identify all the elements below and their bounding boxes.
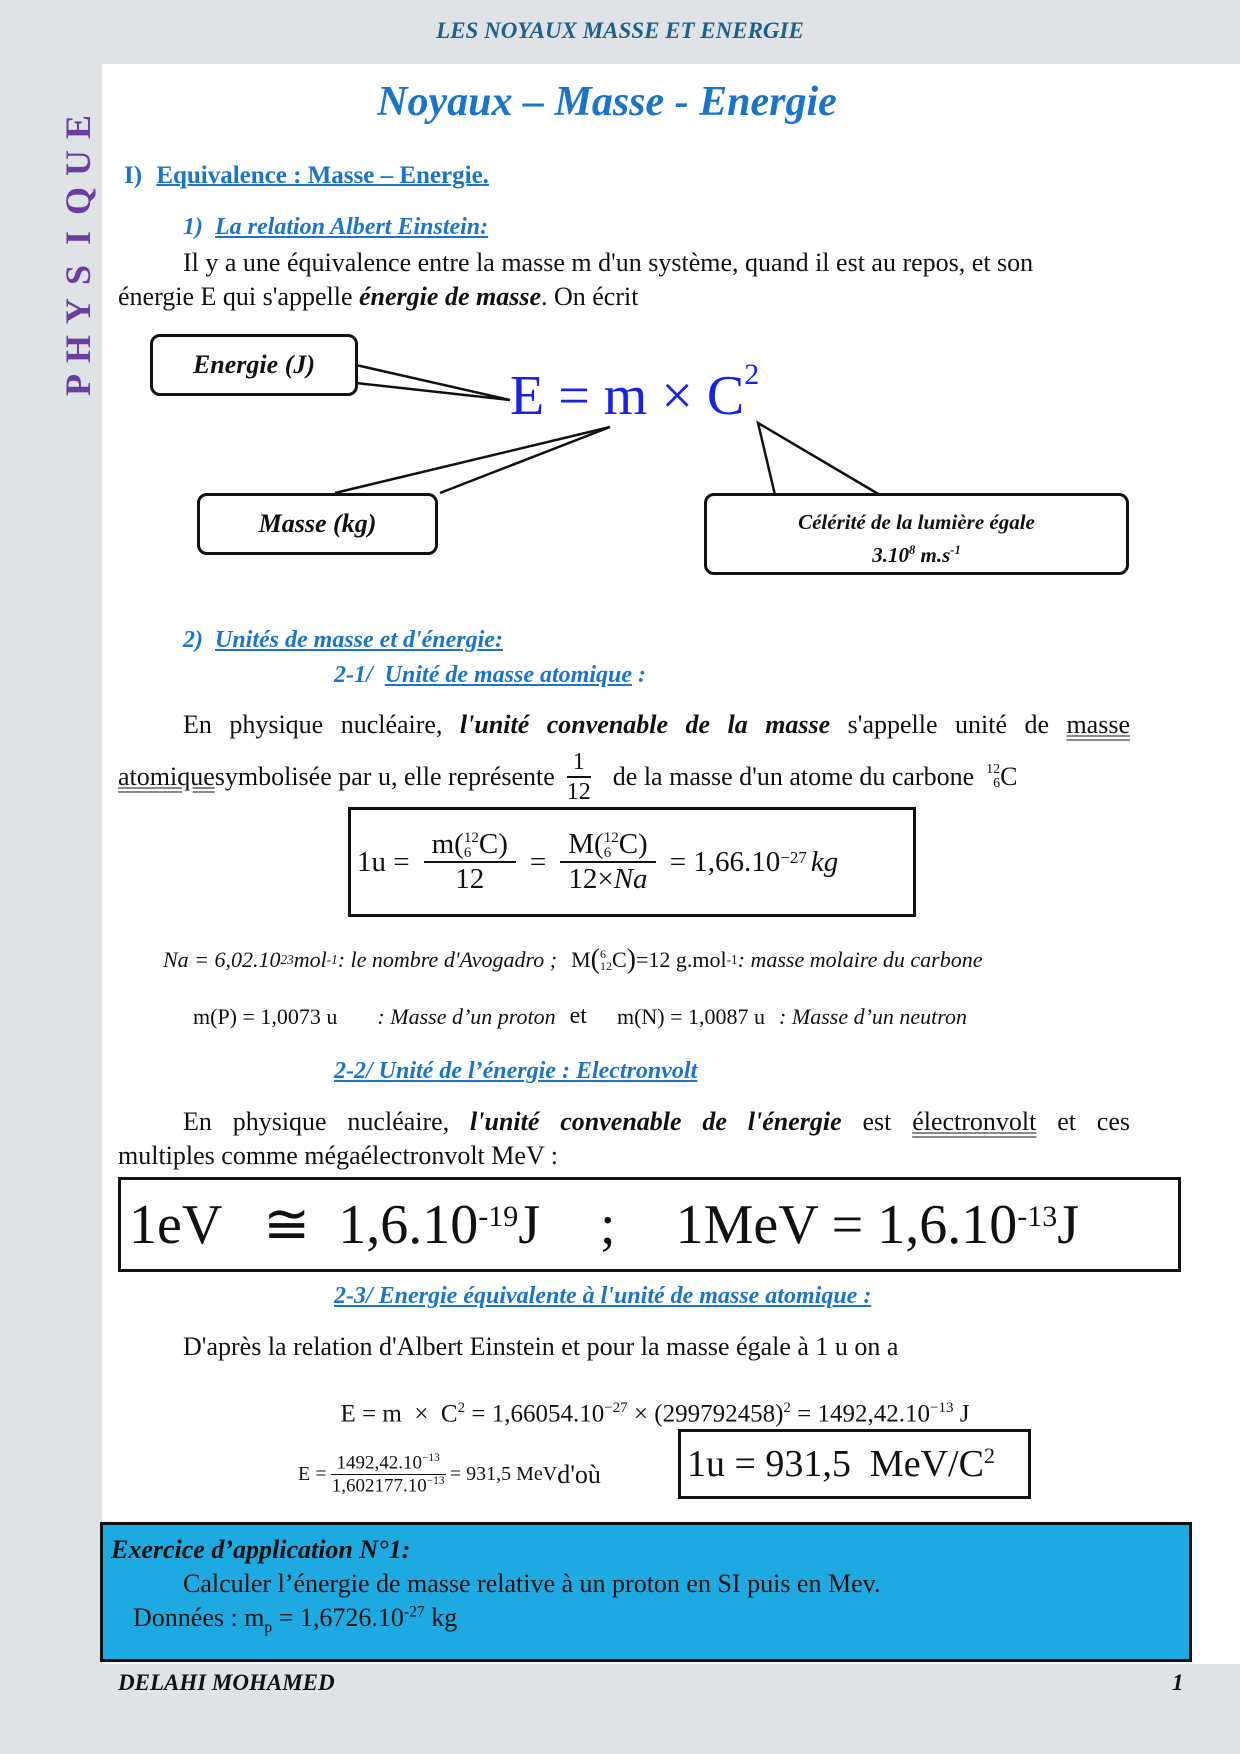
subsection-2-3-heading: 2-3/ Energie équivalente à l'unité de masse atomique : [334,1283,872,1309]
paragraph-einstein-1u: D'après la relation d'Albert Einstein et pour la masse égale à 1 u on a [183,1332,899,1361]
footer-page-number: 1 [1172,1670,1184,1695]
particle-masses-line: m(P) = 1,0073 u : Masse d’un proton et m(N) = 1,0087 u : Masse d’un neutron [193,1003,968,1029]
subsection-2-heading: 2) Unités de masse et d'énergie: [183,627,503,653]
page-header: LES NOYAUX MASSE ET ENERGIE [436,18,804,43]
u-definition-box: 1u = m( 12 6 C) 12 = M( 12 6 C) 12×Na = 1,66.10 $^{-27}$ kg [348,807,916,917]
callout-mass: Masse (kg) [197,493,438,555]
u-to-mev-box: 1u = 931,5 MeV/C $^2$ [678,1429,1031,1499]
paragraph-einstein: Il y a une équivalence entre la masse m d'un système, quand il est au repos, et son énergie E qui s'appelle énergie de masse. On écrit [118,248,1034,311]
subsection-1-heading: 1) La relation Albert Einstein: [183,214,489,240]
section-1-heading: I) Equivalence : Masse – Energie. [124,162,489,189]
avogadro-line: Na = 6,02.10 23 mol -1 : le nombre d'Avogadro ; M ( 6 12 C ) =12 g.mol -1 : masse molaire du carbone [163,944,983,975]
energy-conversion-mev: E = $\frac{1492,42.10^{-13}}{1,602177.10^{-13}}$ = 931,5 MeV d'où [298,1452,601,1497]
sidebar-physique-label: E U Q I S Y H P [58,114,98,397]
subsection-2-2-heading: 2-2/ Unité de l’énergie : Electronvolt [334,1058,698,1084]
footer-author: DELAHI MOHAMED [118,1670,335,1695]
subsection-2-1-heading: 2-1/ Unité de masse atomique : [334,662,646,688]
paragraph-electronvolt: En physique nucléaire, l'unité convenable de l'énergie est électronvolt et ces multiples comme mégaélectronvolt MeV : [118,1107,1131,1170]
energy-calculation-line: $E = m \times C^2 = 1,66054.10^{-27} \times (299792458)^2 = 1492,42.10^{-13}$ J [340,1400,970,1428]
callout-energy: Energie (J) [150,334,358,396]
paragraph-atomic-mass-unit: En physique nucléaire, l'unité convenable de la masse s'appelle unité de masse atomique symbolisée par u, elle représente $\frac{1}{12}$ de la masse d'un atome du carbone 12 6 C [118,710,1130,805]
page-title: Noyaux – Masse - Energie [377,79,837,125]
einstein-formula: $E = m \times C^2$ [510,358,760,427]
electronvolt-box: 1eV ≅ 1,6.10 $^{-19}$ J ; 1MeV = 1,6.10 $^{-13}$ J [118,1177,1181,1272]
fraction-one-twelfth: $\frac{1}{12}$ [566,749,591,805]
callout-celerity: Célérité de la lumière égale 3.10$^8$ $m.s^{-1}$ [704,493,1129,575]
exercise-box: Exercice d’application N°1: Calculer l’énergie de masse relative à un proton en SI puis en Mev. Données : $m_p = 1,6726.10^{-27}$ kg [100,1522,1192,1662]
